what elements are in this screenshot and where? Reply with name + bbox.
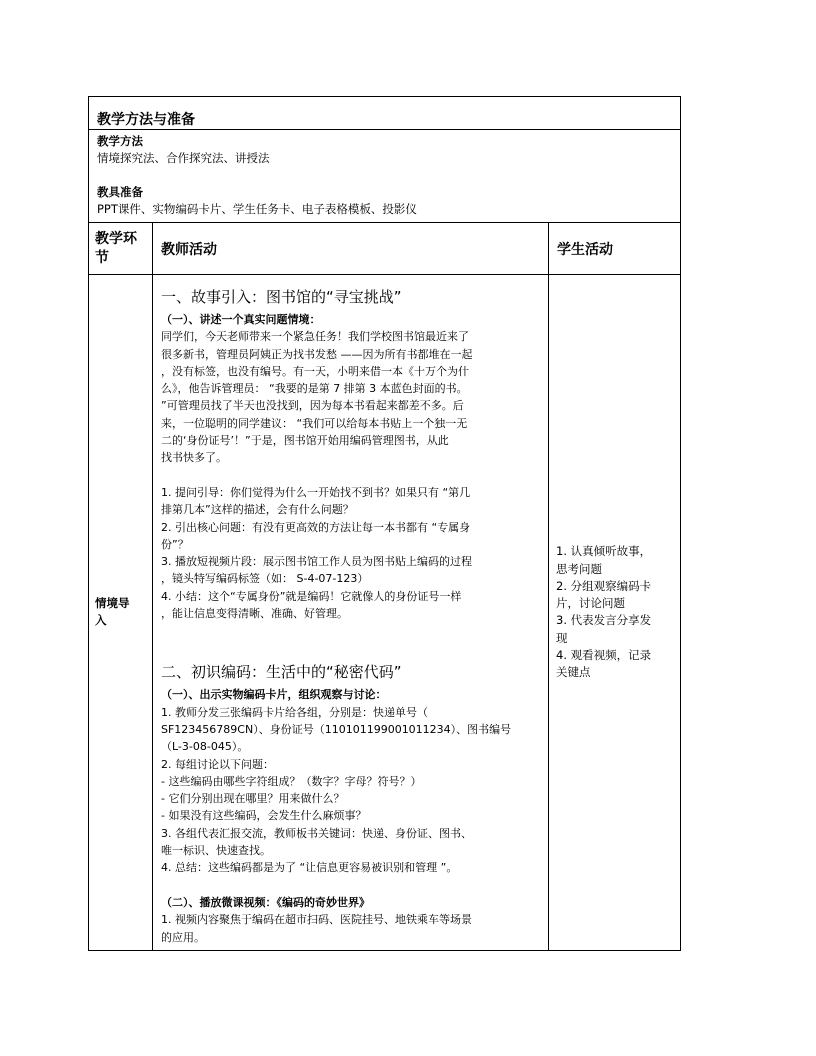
story-line: 来，一位聪明的同学建议： “我们可以给每本书贴上一个独一无 [161,416,468,430]
story-line: 同学们，今天老师带来一个紧急任务！我们学校图书馆最近来了 [161,330,469,344]
student-line: 1. 认真倾听故事， [556,544,652,559]
section-title: 教学方法与准备 [89,97,681,130]
step-line: ，镜头特写编码标签（如： S-4-07-123） [161,572,369,586]
header-stage [89,223,153,275]
student-line: 4. 观看视频，记录 [556,647,652,662]
step-line: 1. 提问引导：你们觉得为什么一开始找不到书？如果只有 “第几 [161,485,471,499]
prep-text: PPT课件、实物编码卡片、学生任务卡、电子表格模板、投影仪 [97,202,417,216]
part2-subheading-1: （一）、出示实物编码卡片，组织观察与讨论： [161,688,387,702]
step-line: 3. 播放短视频片段：展示图书馆工作人员为图书贴上编码的过程 [161,555,472,569]
story-line: ”可管理员找了半天也没找到，因为每本书看起来都差不多。后 [161,399,464,413]
step-line: 2. 引出核心问题：有没有更高效的方法让每一本书都有 “专属身 [161,520,471,534]
story-line: 找书快多了。 [161,451,227,465]
lesson-plan-table [88,96,681,951]
step-line: 4. 小结：这个“专属身份”就是编码！它就像人的身份证号一样 [161,589,462,603]
part2-line: - 它们分别出现在哪里？用来做什么？ [161,792,345,806]
part2-line: （L-3-08-045）。 [161,740,249,754]
stage-line2: 入 [95,613,107,628]
step-line: ，能让信息变得清晰、准确、好管理。 [161,607,348,621]
video-line: 的应用。 [161,930,205,944]
part2-heading: 二、初识编码：生活中的“秘密代码” [161,663,402,682]
part2-line: 3. 各组代表汇报交流，教师板书关键词：快递、身份证、图书、 [161,826,472,840]
stage-cell [89,275,153,951]
step-line: 份”？ [161,537,189,551]
student-line: 思考问题 [556,561,602,576]
header-stage-line1: 教学环 [95,230,137,247]
header-stage-line2: 节 [95,249,109,266]
student-line: 片，讨论问题 [556,596,625,611]
student-line: 3. 代表发言分享发 [556,613,652,628]
student-activity-cell [549,275,681,951]
method-text: 情境探究法、合作探究法、讲授法 [97,151,270,165]
story-line: 很多新书，管理员阿姨正为找书发愁 ——因为所有书都堆在一起 [161,347,473,361]
video-line: 1. 视频内容聚焦于编码在超市扫码、医院挂号、地铁乘车等场景 [161,913,472,927]
activity-row [89,275,681,951]
step-line: 排第几本”这样的描述，会有什么问题？ [161,503,354,517]
prep-label: 教具准备 [97,185,143,199]
part1-subheading: （一）、讲述一个真实问题情境： [161,313,321,326]
part2-line: - 如果没有这些编码，会发生什么麻烦事？ [161,809,367,823]
part2-line: 4. 总结：这些编码都是为了 “让信息更容易被识别和管理 ”。 [161,861,458,875]
student-line: 关键点 [556,665,591,680]
part2-subheading-2: （二）、播放微课视频：《编码的奇妙世界》 [161,895,370,909]
part1-heading: 一、故事引入：图书馆的“寻宝挑战” [161,288,402,306]
student-line: 2. 分组观察编码卡 [556,578,652,593]
table-header-row [89,223,681,275]
story-line: ，没有标签，也没有编号。有一天，小明来借一本《十万个为什 [161,364,469,378]
part2-line: 1. 教师分发三张编码卡片给各组，分别是：快递单号（ [161,705,428,719]
stage-line1: 情境导 [95,596,130,611]
preparation-row [89,130,681,223]
story-line: 么》，他告诉管理员： “我要的是第 7 排第 3 本蓝色封面的书。 [161,382,468,396]
part2-line: 唯一标识、快速查找。 [161,844,271,858]
part2-line: - 这些编码由哪些字符组成？（数字？字母？符号？） [161,774,422,788]
story-line: 二的‘身份证号’！”于是，图书馆开始用编码管理图书，从此 [161,434,449,448]
part2-line: SF123456789CN）、身份证号（110101199001011234）、图书编号 [161,722,512,736]
header-student: 学生活动 [549,223,681,275]
header-teacher: 教师活动 [153,223,549,275]
method-label: 教学方法 [97,134,143,148]
student-line: 现 [556,630,568,645]
part2-line: 2. 每组讨论以下问题： [161,757,274,771]
teacher-activity-cell [153,275,549,951]
preparation-cell [89,130,681,223]
section-title-row [89,97,681,130]
